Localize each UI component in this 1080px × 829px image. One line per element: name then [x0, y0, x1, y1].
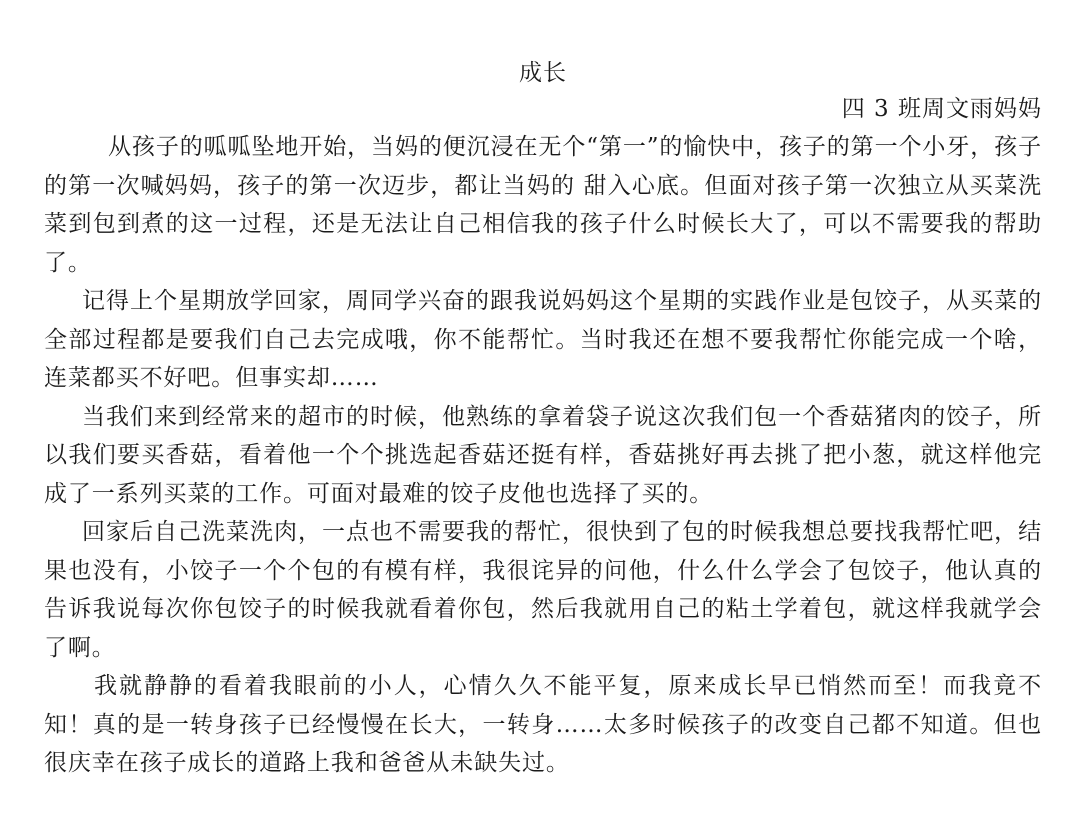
paragraph-4: 回家后自己洗菜洗肉，一点也不需要我的帮忙，很快到了包的时候我想总要找我帮忙吧，结果也没有，小饺子一个个包的有模有样，我很诧异的问他，什么什么学会了包饺子，他认真的告诉我说每次你包饺子的时候我就看着你包，然后我就用自己的粘土学着包，就这样我就学会了啊。 — [44, 519, 1042, 661]
paragraph-3: 当我们来到经常来的超市的时候，他熟练的拿着袋子说这次我们包一个香菇猪肉的饺子，所以我们要买香菇，看着他一个个挑选起香菇还挺有样，香菇挑好再去挑了把小葱，就这样他完成了一系列买菜的工作。可面对最难的饺子皮他也选择了买的。 — [44, 403, 1042, 507]
paragraph-1: 从孩子的呱呱坠地开始，当妈的便沉浸在无个“第一”的愉快中，孩子的第一个小牙，孩子的第一次喊妈妈，孩子的第一次迈步，都让当妈的 甜入心底。但面对孩子第一次独立从买菜洗菜到包到煮的这一过程，还是无法让自己相信我的孩子什么时候长大了，可以不需要我的帮助了。 — [44, 134, 1042, 276]
document-page — [44, 56, 1042, 783]
author-line: 四 3 班周文雨妈妈 — [841, 96, 1042, 122]
paragraph-5: 我就静静的看着我眼前的小人，心情久久不能平复，原来成长早已悄然而至！而我竟不知！真的是一转身孩子已经慢慢在长大，一转身……太多时候孩子的改变自己都不知道。但也很庆幸在孩子成长的道路上我和爸爸从未缺失过。 — [44, 673, 1042, 776]
paragraph-2: 记得上个星期放学回家，周同学兴奋的跟我说妈妈这个星期的实践作业是包饺子，从买菜的全部过程都是要我们自己去完成哦，你不能帮忙。当时我还在想不要我帮忙你能完成一个啥，连菜都买不好吧。但事实却…… — [44, 288, 1042, 391]
document-title: 成长 — [519, 60, 567, 86]
